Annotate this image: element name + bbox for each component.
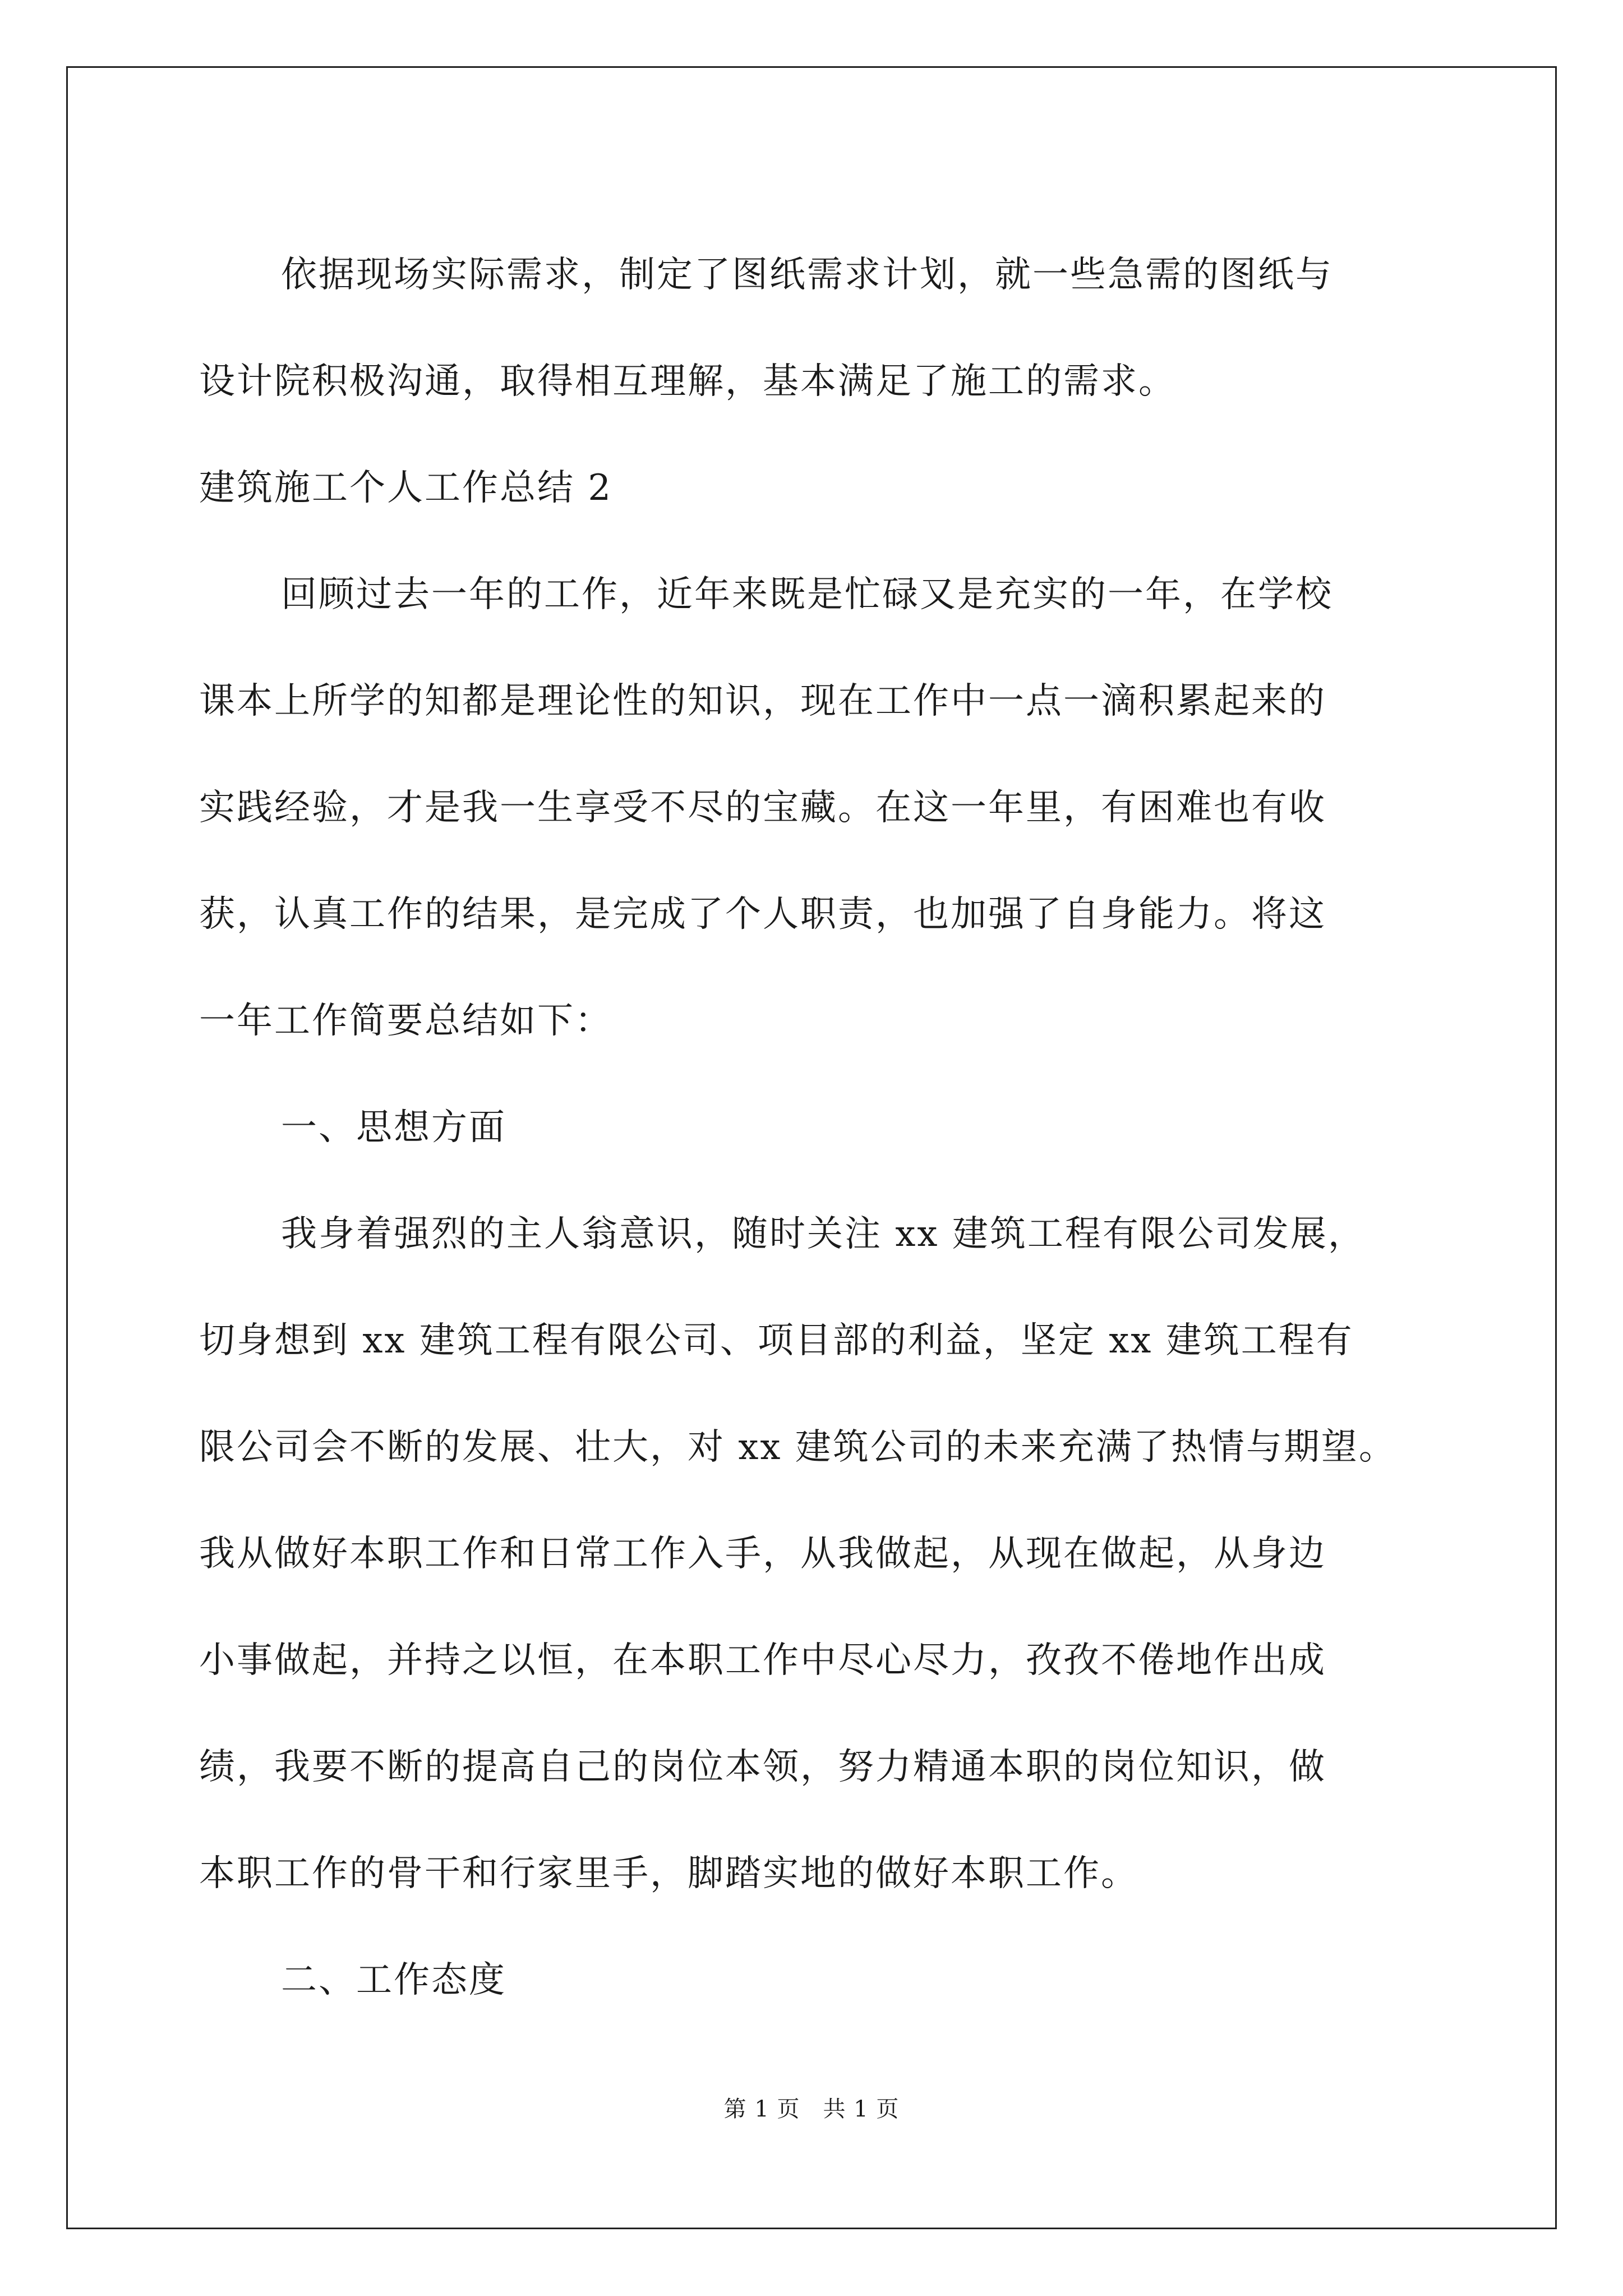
paragraph-line: 设计院积极沟通，取得相互理解，基本满足了施工的需求。: [199, 361, 1176, 402]
paragraph-line: 实践经验，才是我一生享受不尽的宝藏。在这一年里，有困难也有收: [199, 787, 1326, 829]
paragraph-line: 一年工作简要总结如下：: [199, 1000, 612, 1042]
paragraph-line: 限公司会不断的发展、壮大，对 xx 建筑公司的未来充满了热情与期望。: [199, 1427, 1396, 1468]
paragraph-line: 绩，我要不断的提高自己的岗位本领，努力精通本职的岗位知识，做: [199, 1746, 1326, 1788]
paragraph-line: 切身想到 xx 建筑工程有限公司、项目部的利益，坚定 xx 建筑工程有: [199, 1320, 1354, 1361]
subsection-heading: 二、工作态度: [281, 1959, 506, 2001]
paragraph-line: 本职工作的骨干和行家里手，脚踏实地的做好本职工作。: [199, 1853, 1138, 1894]
paragraph-line: 我身着强烈的主人翁意识，随时关注 xx 建筑工程有限公司发展，: [281, 1213, 1366, 1255]
paragraph-line: 获，认真工作的结果，是完成了个人职责，也加强了自身能力。将这: [199, 894, 1326, 935]
section-title: 建筑施工个人工作总结 2: [199, 467, 613, 509]
paragraph-line: 回顾过去一年的工作，近年来既是忙碌又是充实的一年，在学校: [281, 574, 1333, 615]
paragraph-line: 我从做好本职工作和日常工作入手，从我做起，从现在做起，从身边: [199, 1533, 1326, 1575]
document-body: [199, 222, 1433, 2033]
paragraph-line: 依据现场实际需求，制定了图纸需求计划，就一些急需的图纸与: [281, 254, 1333, 296]
paragraph-line: 课本上所学的知都是理论性的知识，现在工作中一点一滴积累起来的: [199, 680, 1326, 722]
paragraph-line: 小事做起，并持之以恒，在本职工作中尽心尽力，孜孜不倦地作出成: [199, 1640, 1326, 1681]
subsection-heading: 一、思想方面: [281, 1107, 506, 1148]
page-footer: 第 1 页 共 1 页: [723, 2096, 900, 2122]
